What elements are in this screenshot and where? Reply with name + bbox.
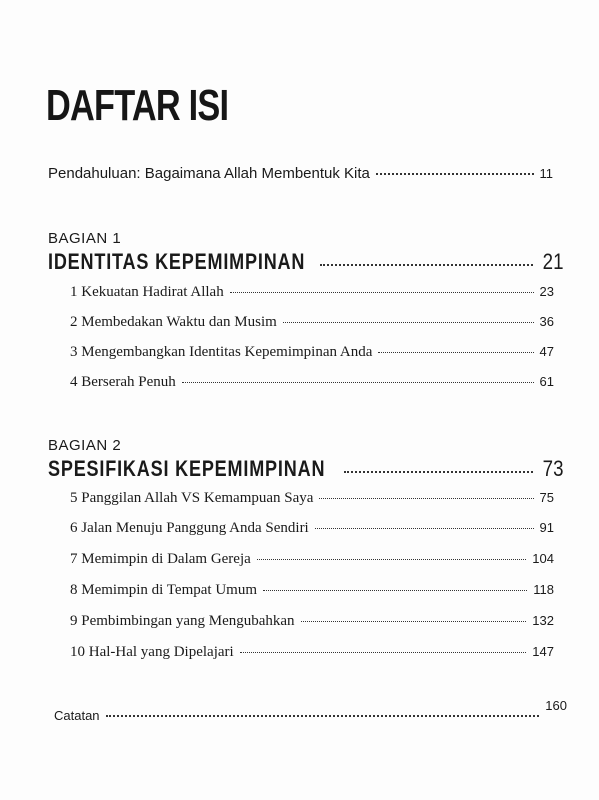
- toc-entry-label: Pendahuluan: Bagaimana Allah Membentuk Kita: [48, 165, 370, 182]
- part-2-heading-entry[interactable]: [48, 456, 563, 482]
- toc-entry-label: 3 Mengembangkan Identitas Kepemimpinan Anda: [70, 344, 373, 360]
- toc-entry-chapter-4[interactable]: [70, 374, 554, 391]
- toc-entry-label: 1 Kekuatan Hadirat Allah: [70, 284, 224, 300]
- toc-page-number: 61: [539, 374, 554, 389]
- toc-entry-chapter-5[interactable]: [70, 490, 554, 507]
- dot-leader: [283, 322, 534, 323]
- part-1-heading-entry[interactable]: [48, 249, 563, 275]
- toc-entry-label: Catatan: [54, 708, 100, 723]
- dot-leader: [378, 352, 533, 353]
- toc-entry-label: 6 Jalan Menuju Panggung Anda Sendiri: [70, 520, 309, 536]
- dot-leader: [320, 264, 533, 266]
- toc-entry-chapter-8[interactable]: [70, 582, 554, 599]
- toc-entry-label: 8 Memimpin di Tempat Umum: [70, 582, 257, 598]
- toc-entry-chapter-3[interactable]: [70, 344, 554, 361]
- toc-entry-chapter-2[interactable]: [70, 314, 554, 331]
- toc-page-number: 91: [539, 520, 554, 535]
- part-2-label: BAGIAN 2: [48, 437, 122, 454]
- dot-leader: [319, 498, 533, 499]
- toc-page-number: 36: [539, 314, 554, 329]
- dot-leader: [315, 528, 534, 529]
- toc-page-number: 104: [532, 551, 554, 566]
- toc-entry-intro[interactable]: [48, 165, 553, 182]
- toc-entry-label: 10 Hal-Hal yang Dipelajari: [70, 644, 234, 660]
- toc-entry-chapter-10[interactable]: [70, 644, 554, 661]
- toc-page-number: 21: [542, 249, 563, 274]
- toc-page-number: 23: [539, 284, 554, 299]
- toc-page-number: 73: [542, 456, 563, 481]
- dot-leader: [376, 173, 534, 175]
- toc-page-number: 147: [532, 644, 554, 659]
- toc-page-number: 132: [532, 613, 554, 628]
- toc-page-number: 47: [539, 344, 554, 359]
- dot-leader: [301, 621, 527, 622]
- toc-entry-label: 2 Membedakan Waktu dan Musim: [70, 314, 277, 330]
- toc-page-number: 75: [539, 490, 554, 505]
- toc-page-number: 160: [545, 698, 567, 713]
- toc-entry-chapter-9[interactable]: [70, 613, 554, 630]
- toc-entry-label: 5 Panggilan Allah VS Kemampuan Saya: [70, 490, 314, 506]
- dot-leader: [182, 382, 534, 383]
- part-1-label: BAGIAN 1: [48, 230, 122, 247]
- part-heading-label: SPESIFIKASI KEPEMIMPINAN: [48, 456, 326, 481]
- dot-leader: [240, 652, 527, 653]
- dot-leader: [257, 559, 527, 560]
- page-title: DAFTAR ISI: [46, 81, 229, 130]
- dot-leader: [263, 590, 527, 591]
- toc-entry-label: 4 Berserah Penuh: [70, 374, 176, 390]
- toc-entry-chapter-6[interactable]: [70, 520, 554, 537]
- toc-entry-notes[interactable]: [54, 698, 567, 723]
- toc-entry-chapter-7[interactable]: [70, 551, 554, 568]
- dot-leader: [344, 471, 532, 473]
- toc-page-number: 118: [533, 582, 554, 597]
- toc-entry-label: 9 Pembimbingan yang Mengubahkan: [70, 613, 295, 629]
- toc-entry-chapter-1[interactable]: [70, 284, 554, 301]
- dot-leader: [106, 715, 540, 717]
- toc-entry-label: 7 Memimpin di Dalam Gereja: [70, 551, 251, 567]
- part-heading-label: IDENTITAS KEPEMIMPINAN: [48, 249, 306, 274]
- toc-page-number: 11: [539, 166, 553, 181]
- dot-leader: [230, 292, 534, 293]
